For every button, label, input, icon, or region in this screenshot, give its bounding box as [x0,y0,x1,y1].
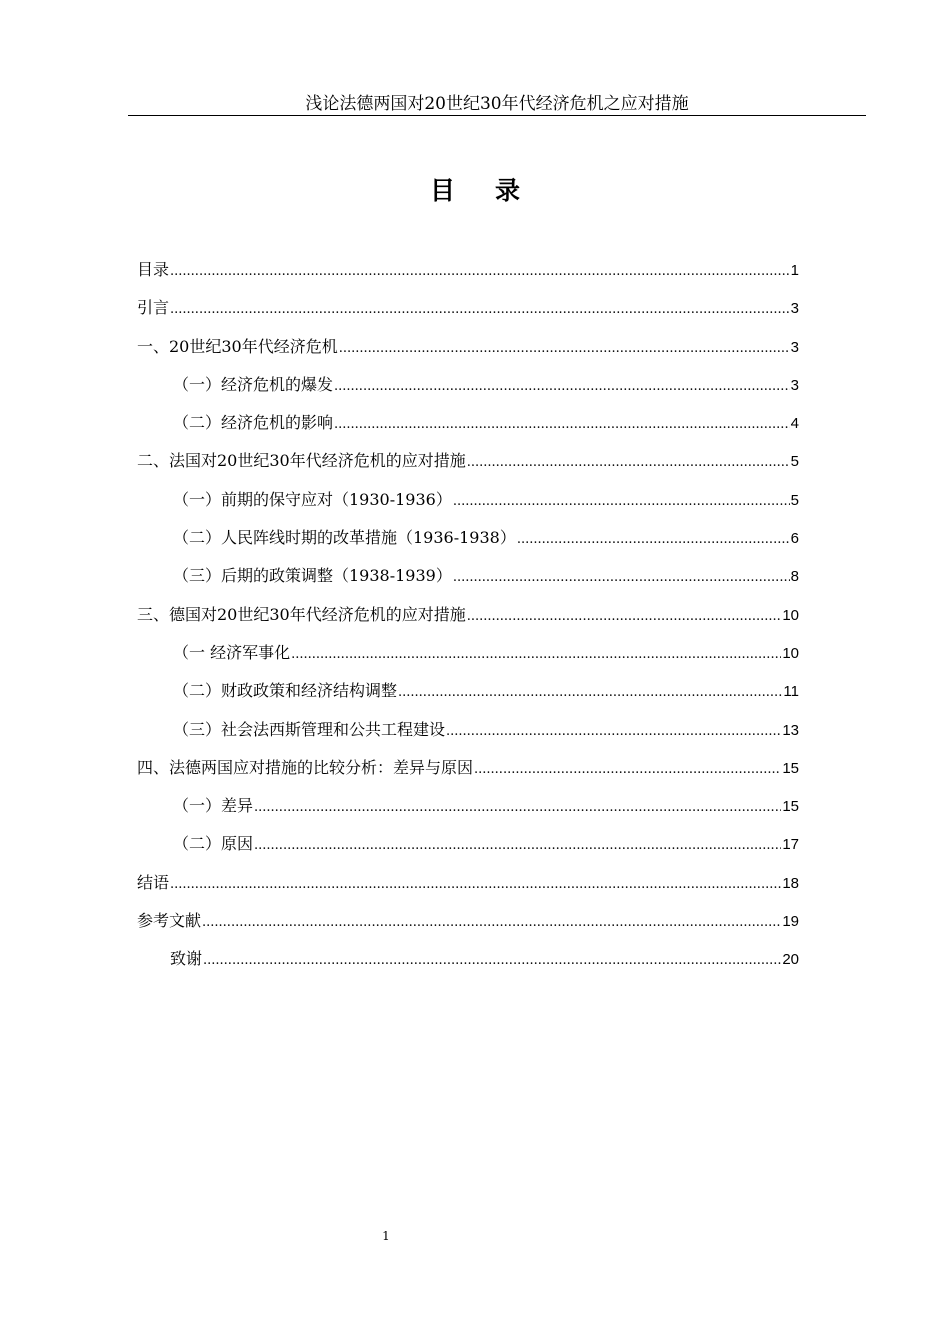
toc-entry-text: 结语 [137,872,170,892]
toc-entry[interactable] [137,562,799,600]
toc-entry[interactable] [137,907,799,945]
toc-entry-page: 20 [782,951,799,969]
toc-entry[interactable] [137,754,799,792]
toc-entry-text: 引言 [137,298,170,318]
toc-leader-dots [453,564,790,592]
toc-entry-page: 5 [790,491,799,509]
toc-entry-text: （一）经济危机的爆发 [173,374,334,394]
toc-entry-text: （二）财政政策和经济结构调整 [173,681,398,701]
toc-entry-page: 17 [782,836,799,854]
toc-leader-dots [453,488,790,516]
toc-entry[interactable] [137,294,799,332]
toc-entry-page: 13 [782,721,799,739]
toc-entry[interactable] [137,869,799,907]
toc-entry-text: （一 经济军事化 [173,642,291,662]
toc-entry[interactable] [137,524,799,562]
toc-entry[interactable] [137,945,799,983]
toc-entry-page: 11 [783,683,799,701]
toc-entry[interactable] [137,677,799,715]
toc-entry[interactable] [137,639,799,677]
toc-title: 目录 [429,176,560,205]
toc-leader-dots [446,718,781,746]
toc-leader-dots [467,449,790,477]
toc-entry-page: 6 [790,530,799,548]
toc-leader-dots [334,373,790,401]
toc-leader-dots [291,641,781,669]
toc-entry-page: 1 [790,262,799,279]
toc-entry-text: （二）人民阵线时期的改革措施（1936-1938） [173,528,516,548]
toc-leader-dots [170,296,790,324]
toc-entry-text: （一）前期的保守应对（1930-1936） [173,489,452,509]
toc-leader-dots [339,335,790,363]
toc-entry-text: （二）经济危机的影响 [173,413,334,433]
toc-entry-page: 15 [782,798,799,816]
toc-entry[interactable] [137,486,799,524]
toc-entry[interactable] [137,792,799,830]
toc-entry-page: 3 [790,338,799,356]
toc-entry-text: 参考文献 [137,911,202,931]
toc-entry[interactable] [137,830,799,868]
toc-entry[interactable] [137,716,799,754]
toc-leader-dots [517,526,790,554]
toc-entry[interactable] [137,409,799,447]
header-rule [128,115,866,116]
toc-entry-page: 10 [782,606,799,624]
footer-page-number: 1 [382,1229,390,1243]
toc-leader-dots [254,832,781,860]
toc-leader-dots [170,258,790,286]
toc-entry-text: （三）后期的政策调整（1938-1939） [173,566,452,586]
toc-leader-dots [334,411,790,439]
toc-leader-dots [467,603,782,631]
toc-entry[interactable] [137,333,799,371]
toc-leader-dots [170,871,781,899]
toc-entry-page: 19 [782,913,799,931]
toc-leader-dots [202,909,781,937]
toc-entry-page: 18 [782,874,799,892]
toc-entry[interactable] [137,371,799,409]
running-header: 浅论法德两国对20世纪30年代经济危机之应对措施 [305,94,689,114]
toc-entry-text: 二、法国对20世纪30年代经济危机的应对措施 [137,451,466,471]
toc-entry-page: 3 [790,300,799,318]
table-of-contents [137,256,799,984]
toc-entry-page: 10 [782,644,799,662]
toc-entry-text: 三、德国对20世纪30年代经济危机的应对措施 [137,604,466,624]
toc-entry-page: 15 [782,759,799,777]
toc-leader-dots [474,756,781,784]
toc-leader-dots [203,947,781,975]
toc-entry-text: 致谢 [170,949,203,969]
toc-entry-page: 4 [790,415,799,433]
toc-entry-text: 一、20世纪30年代经济危机 [137,336,338,356]
toc-entry-text: （一）差异 [173,796,254,816]
toc-entry-page: 8 [790,568,799,586]
toc-entry[interactable] [137,256,799,294]
toc-entry[interactable] [137,601,799,639]
toc-leader-dots [254,794,781,822]
toc-entry-page: 3 [790,376,799,394]
toc-entry-text: 四、法德两国应对措施的比较分析：差异与原因 [137,757,474,777]
toc-leader-dots [398,679,782,707]
toc-entry-text: （三）社会法西斯管理和公共工程建设 [173,719,446,739]
toc-entry-text: （二）原因 [173,834,254,854]
toc-entry[interactable] [137,447,799,485]
toc-entry-text: 目录 [137,260,170,279]
toc-entry-page: 5 [790,453,799,471]
